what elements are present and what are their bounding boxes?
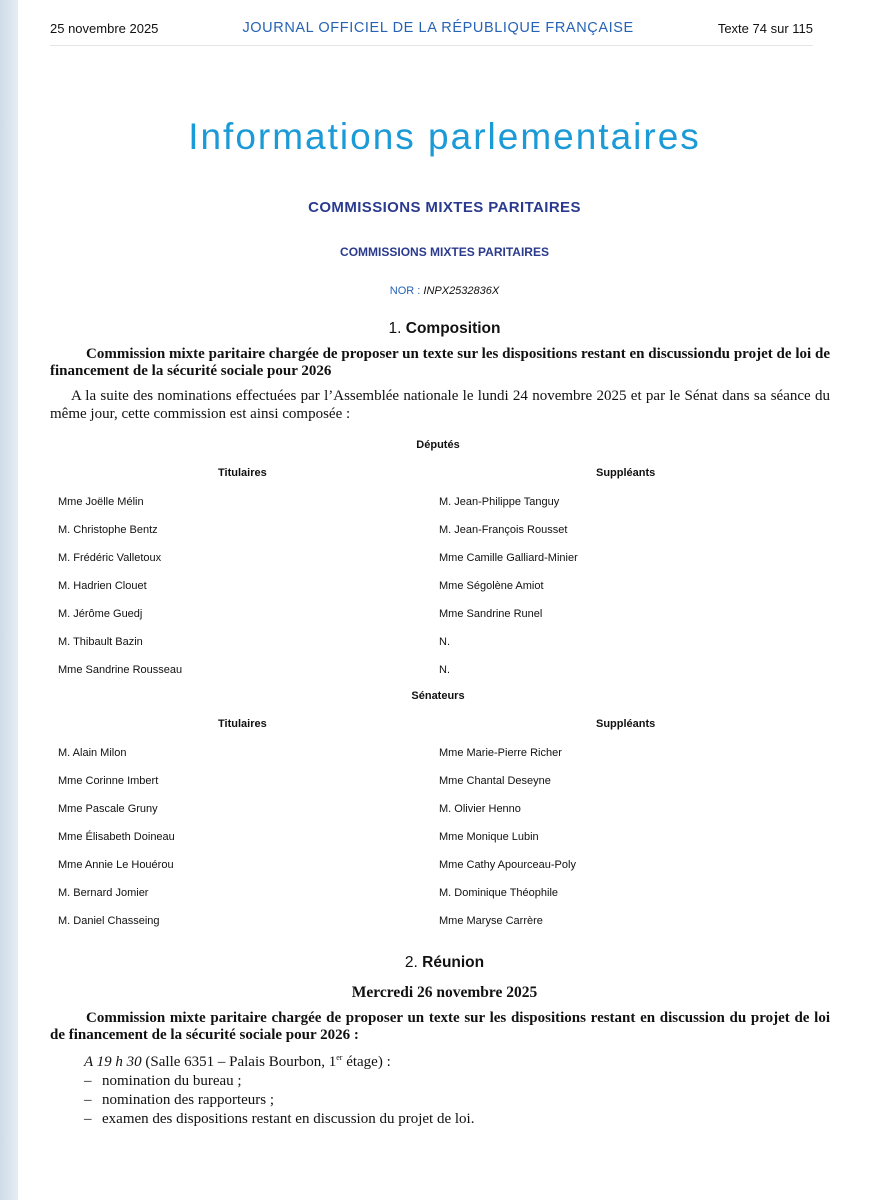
reunion-time-place bbox=[84, 1048, 391, 1072]
subsection-title: COMMISSIONS MIXTES PARITAIRES bbox=[340, 245, 549, 259]
senateurs-titulaires-list bbox=[58, 746, 175, 942]
agenda-dash: – bbox=[84, 1073, 92, 1089]
deputes-titulaires-list bbox=[58, 495, 182, 691]
agenda-dash: – bbox=[84, 1111, 92, 1127]
page-edge-shadow bbox=[0, 0, 18, 1200]
list-item: M. Jérôme Guedj bbox=[58, 608, 143, 620]
agenda-item-text: nomination du bureau ; bbox=[102, 1073, 242, 1089]
reunion-place: (Salle 6351 – Palais Bourbon, 1 bbox=[141, 1054, 337, 1070]
reunion-heading bbox=[18, 954, 871, 972]
list-item: M. Frédéric Valletoux bbox=[58, 552, 162, 564]
composition-commission-title bbox=[50, 346, 830, 380]
composition-heading bbox=[18, 320, 871, 338]
reunion-date: Mercredi 26 novembre 2025 bbox=[351, 984, 538, 1001]
list-item: Mme Pascale Gruny bbox=[58, 803, 158, 815]
list-item: Mme Corinne Imbert bbox=[58, 775, 159, 787]
reunion-commission-title bbox=[50, 1010, 830, 1044]
list-item: M. Thibault Bazin bbox=[58, 636, 143, 648]
list-item: M. Jean-Philippe Tanguy bbox=[439, 496, 560, 508]
nor-label: NOR : bbox=[389, 285, 424, 297]
list-item: M. Hadrien Clouet bbox=[58, 580, 147, 592]
nor-code: INPX2532836X bbox=[423, 285, 500, 297]
agenda-dash: – bbox=[84, 1092, 92, 1108]
deputes-suppleants-label: Suppléants bbox=[596, 467, 656, 479]
list-item: Mme Chantal Deseyne bbox=[439, 775, 551, 787]
list-item: Mme Monique Lubin bbox=[439, 831, 539, 843]
composition-intro bbox=[50, 387, 830, 423]
page-title: Informations parlementaires bbox=[188, 116, 701, 157]
nor-reference bbox=[18, 285, 871, 297]
composition-number: 1. bbox=[388, 320, 402, 337]
reunion-agenda bbox=[84, 1072, 474, 1129]
list-item: Mme Maryse Carrère bbox=[439, 915, 543, 927]
list-item: M. Bernard Jomier bbox=[58, 887, 149, 899]
list-item: M. Daniel Chasseing bbox=[58, 915, 160, 927]
senateurs-suppleants-list bbox=[439, 746, 576, 942]
deputes-title: Députés bbox=[416, 439, 460, 451]
deputes-titulaires-label: Titulaires bbox=[218, 467, 267, 479]
header-text-count: Texte 74 sur 115 bbox=[717, 20, 813, 36]
list-item bbox=[84, 1091, 474, 1110]
list-item: M. Alain Milon bbox=[58, 747, 127, 759]
list-item: M. Dominique Théophile bbox=[439, 887, 559, 899]
list-item: N. bbox=[439, 664, 450, 676]
list-item: Mme Sandrine Runel bbox=[439, 608, 543, 620]
list-item: Mme Élisabeth Doineau bbox=[58, 831, 175, 843]
list-item: M. Jean-François Rousset bbox=[439, 524, 568, 536]
reunion-place-sup: er bbox=[336, 1053, 343, 1062]
composition-label: Composition bbox=[405, 320, 501, 337]
deputes-suppleants-list bbox=[439, 495, 578, 691]
reunion-commission-title-text: Commission mixte paritaire chargée de proposer un texte sur les dispositions restant en discussion du projet de loi de financement de la sécurité sociale pour 2026 : bbox=[50, 1010, 830, 1043]
list-item: Mme Cathy Apourceau-Poly bbox=[439, 859, 576, 871]
list-item: M. Christophe Bentz bbox=[58, 524, 158, 536]
list-item: Mme Camille Galliard-Minier bbox=[439, 552, 578, 564]
header-journal-name: JOURNAL OFFICIEL DE LA RÉPUBLIQUE FRANÇAISE bbox=[242, 20, 634, 36]
document-page bbox=[18, 0, 871, 1200]
list-item bbox=[84, 1110, 474, 1129]
list-item bbox=[84, 1072, 474, 1091]
list-item: Mme Marie-Pierre Richer bbox=[439, 747, 562, 759]
senateurs-suppleants-label: Suppléants bbox=[596, 718, 656, 730]
reunion-number: 2. bbox=[404, 954, 418, 971]
composition-commission-title-text: Commission mixte paritaire chargée de proposer un texte sur les dispositions restant en discussiondu projet de loi de financement de la sécurité sociale pour 2026 bbox=[50, 346, 830, 379]
list-item: Mme Sandrine Rousseau bbox=[58, 664, 183, 676]
header-date: 25 novembre 2025 bbox=[50, 20, 159, 36]
senateurs-titulaires-label: Titulaires bbox=[218, 718, 267, 730]
list-item: Mme Joëlle Mélin bbox=[58, 496, 144, 508]
section-title: COMMISSIONS MIXTES PARITAIRES bbox=[308, 199, 581, 216]
reunion-place-suffix: étage) : bbox=[342, 1054, 391, 1070]
agenda-item-text: nomination des rapporteurs ; bbox=[102, 1092, 275, 1108]
reunion-time: A 19 h 30 bbox=[84, 1054, 142, 1070]
senateurs-title: Sénateurs bbox=[411, 690, 465, 702]
page-header bbox=[50, 17, 813, 39]
composition-intro-text: A la suite des nominations effectuées par l’Assemblée nationale le lundi 24 novembre 2025 et par le Sénat dans sa séance du même jour, cette commission est ainsi composée : bbox=[50, 388, 830, 422]
list-item: Mme Ségolène Amiot bbox=[439, 580, 544, 592]
list-item: N. bbox=[439, 636, 450, 648]
header-divider bbox=[50, 45, 813, 46]
list-item: M. Olivier Henno bbox=[439, 803, 521, 815]
list-item: Mme Annie Le Houérou bbox=[58, 859, 174, 871]
agenda-item-text: examen des dispositions restant en discussion du projet de loi. bbox=[102, 1111, 475, 1127]
reunion-label: Réunion bbox=[422, 954, 485, 971]
